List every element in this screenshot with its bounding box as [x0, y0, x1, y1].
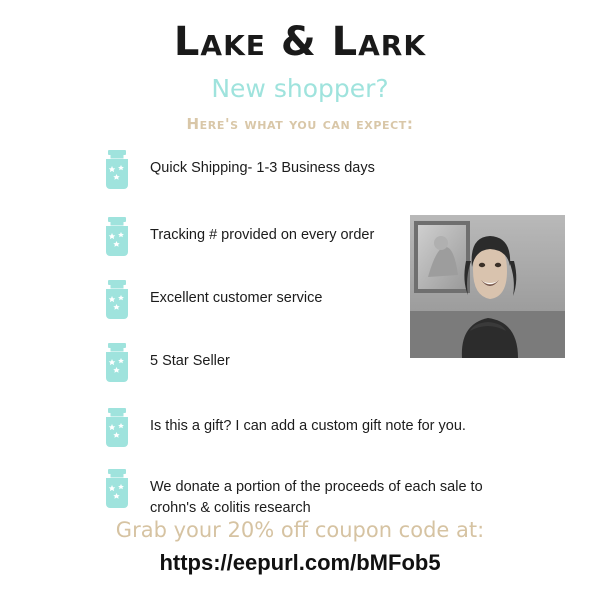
tagline: Here's what you can expect: — [186, 115, 414, 133]
mason-jar-icon — [104, 343, 130, 390]
mason-jar-icon — [104, 150, 130, 197]
list-item-label: We donate a portion of the proceeds of each sale to crohn's & colitis research — [150, 479, 483, 517]
list-item — [0, 406, 600, 455]
mason-jar-icon — [104, 217, 130, 264]
mason-jar-icon — [104, 408, 130, 455]
page-title: Lake & Lark — [173, 19, 427, 65]
list-item — [0, 467, 600, 519]
list-item-label: Is this a gift? I can add a custom gift note for you. — [150, 418, 466, 434]
list-item-label: Quick Shipping- 1-3 Business days — [150, 160, 375, 176]
coupon-label: Grab your 20% off coupon code at: — [115, 518, 485, 542]
list-item-label: 5 Star Seller — [150, 353, 230, 369]
list-item-label: Tracking # provided on every order — [150, 227, 375, 243]
footer — [0, 518, 600, 576]
coupon-url-link[interactable]: https://eepurl.com/bMFob5 — [159, 550, 441, 575]
mason-jar-icon — [104, 469, 130, 516]
owner-photo — [410, 215, 565, 358]
mason-jar-icon — [104, 280, 130, 327]
list-item — [0, 148, 600, 197]
subtitle: New shopper? — [211, 74, 389, 103]
list-item-label: Excellent customer service — [150, 290, 323, 306]
